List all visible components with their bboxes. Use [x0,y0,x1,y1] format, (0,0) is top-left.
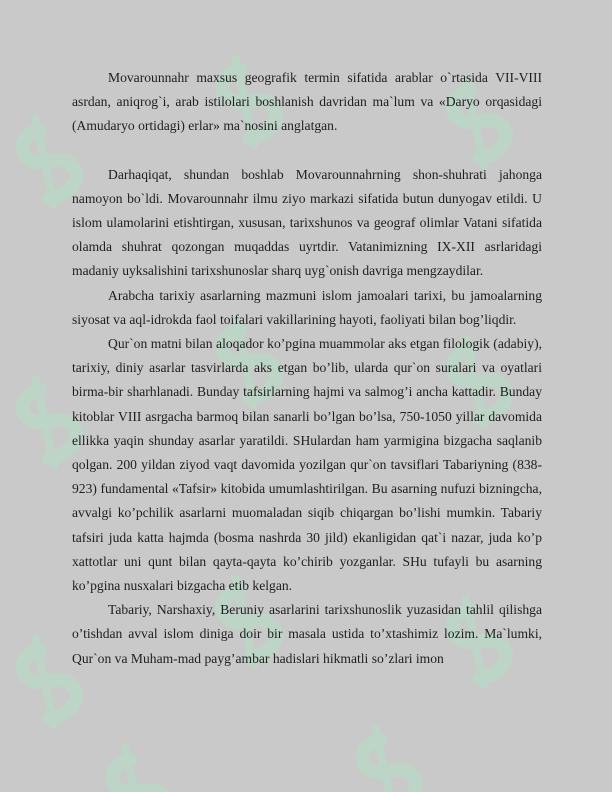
paragraph-arabic-historical-works: Arabcha tarixiy asarlarning mazmuni islom jamoalari tarixi, bu jamoalarning siyosat va aql-idrokda faol toifalari vakillarining hayoti, faoliyati bilan bog’liqdir. [72,287,542,327]
paragraph-tabariy-narshaxiy-beruniy: Tabariy, Narshaxiy, Beruniy asarlarini tarixshunoslik yuzasidan tahlil qilishga o’tishdan avval islom diniga doir bir masala ustida to’xtashimiz lozim. Ma`lumki, Qur`on va Muham-mad payg’ambar hadislari hikmatli so’zlari imon [72,602,542,666]
document-body [72,66,542,671]
paragraph-movarounnahr-definition: Movarounnahr maxsus geografik termin sifatida arablar o`rtasida VII-VIII asrdan, aniqrog`i, arab istilolari boshlanish davridan ma`lum va «Daryo orqasidagi (Amudaryo ortidagi) erlar» ma`nosini anglatgan. [72,70,542,134]
paragraph-movarounnahr-fame: Darhaqiqat, shundan boshlab Movarounnahrning shon-shuhrati jahonga namoyon bo`ldi. Movarounnahr ilmu ziyo markazi sifatida butun dunyogav etildi. U islom ulamolarini etishtirgan, xususan, tarixshunos va geograf olimlar Vatani sifatida olamda shuhrat qozongan muqaddas uyrtdir. Vatanimizning IX-XII asrlaridagi madaniy uyksalishini tarixshunoslar sharq uyg`onish davriga mengzaydilar. [72,166,542,279]
paragraph-quran-tafsir: Qur`on matni bilan aloqador ko’pgina muammolar aks etgan filologik (adabiy), tarixiy, diniy asarlar tasvirlarda aks etgan bo’lib, ularda qur`on suralari va oyatlari birma-bir sharhlanadi. Bunday tafsirlarning hajmi va salmog’i ancha kattadir. Bunday kitoblar VIII asrgacha barmoq bilan sanarli bo’lgan bo’lsa, 750-1050 yillar davomida ellikka yaqin shunday asarlar yaratildi. SHulardan ham yarmigina bizgacha saqlanib qolgan. 200 yildan ziyod vaqt davomida yozilgan qur`on tavsiflari Tabariyning (838-923) fundamental «Tafsir» kitobida umumlashtirilgan. Bu asarning nufuzi bizningcha, avvalgi ko’pchilik asarlarni muomaladan siqib chiqargan bo’lishi mumkin. Tabariy tafsiri juda katta hajmda (bosma nashrda 30 jild) ekanligidan qat`i nazar, juda ko’p xattotlar uni qunt bilan qayta-qayta ko’chirib yozganlar. SHu tufayli bu asarning ko’pgina nusxalari bizgacha etib kelgan. [72,336,542,594]
